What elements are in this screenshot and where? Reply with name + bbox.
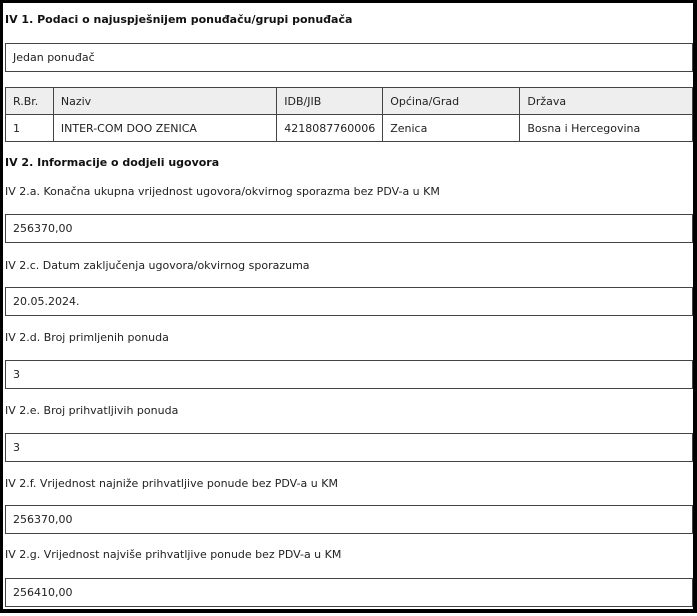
field-value-2c: 20.05.2024. [5, 287, 693, 316]
field-value-2f: 256370,00 [5, 505, 693, 534]
cell-opcina-grad: Zenica [383, 115, 520, 142]
field-label-2g: IV 2.g. Vrijednost najviše prihvatljive ponude bez PDV-a u KM [5, 548, 342, 561]
field-label-2f: IV 2.f. Vrijednost najniže prihvatljive ponude bez PDV-a u KM [5, 477, 338, 490]
cell-idb-jib: 4218087760006 [277, 115, 383, 142]
column-header-rbr: R.Br. [6, 88, 54, 115]
field-value-2d: 3 [5, 360, 693, 389]
table-row [6, 115, 693, 142]
field-label-2c: IV 2.c. Datum zaključenja ugovora/okvirnog sporazuma [5, 259, 310, 272]
cell-naziv: INTER-COM DOO ZENICA [53, 115, 276, 142]
column-header-opcina-grad: Općina/Grad [383, 88, 520, 115]
cell-rbr: 1 [6, 115, 54, 142]
section-iv1-heading: IV 1. Podaci o najuspješnijem ponuđaču/grupi ponuđača [5, 13, 353, 26]
field-value-2g: 256410,00 [5, 578, 693, 607]
bidder-type-field: Jedan ponuđač [5, 43, 693, 72]
section-iv2-heading: IV 2. Informacije o dodjeli ugovora [5, 156, 220, 169]
cell-drzava: Bosna i Hercegovina [520, 115, 693, 142]
field-value-2e: 3 [5, 433, 693, 462]
bidders-table [5, 87, 693, 142]
column-header-drzava: Država [520, 88, 693, 115]
field-label-2d: IV 2.d. Broj primljenih ponuda [5, 331, 169, 344]
column-header-idb-jib: IDB/JIB [277, 88, 383, 115]
column-header-naziv: Naziv [53, 88, 276, 115]
table-header-row [6, 88, 693, 115]
field-value-2a: 256370,00 [5, 214, 693, 243]
field-label-2e: IV 2.e. Broj prihvatljivih ponuda [5, 404, 179, 417]
field-label-2a: IV 2.a. Konačna ukupna vrijednost ugovora/okvirnog sporazma bez PDV-a u KM [5, 185, 440, 198]
